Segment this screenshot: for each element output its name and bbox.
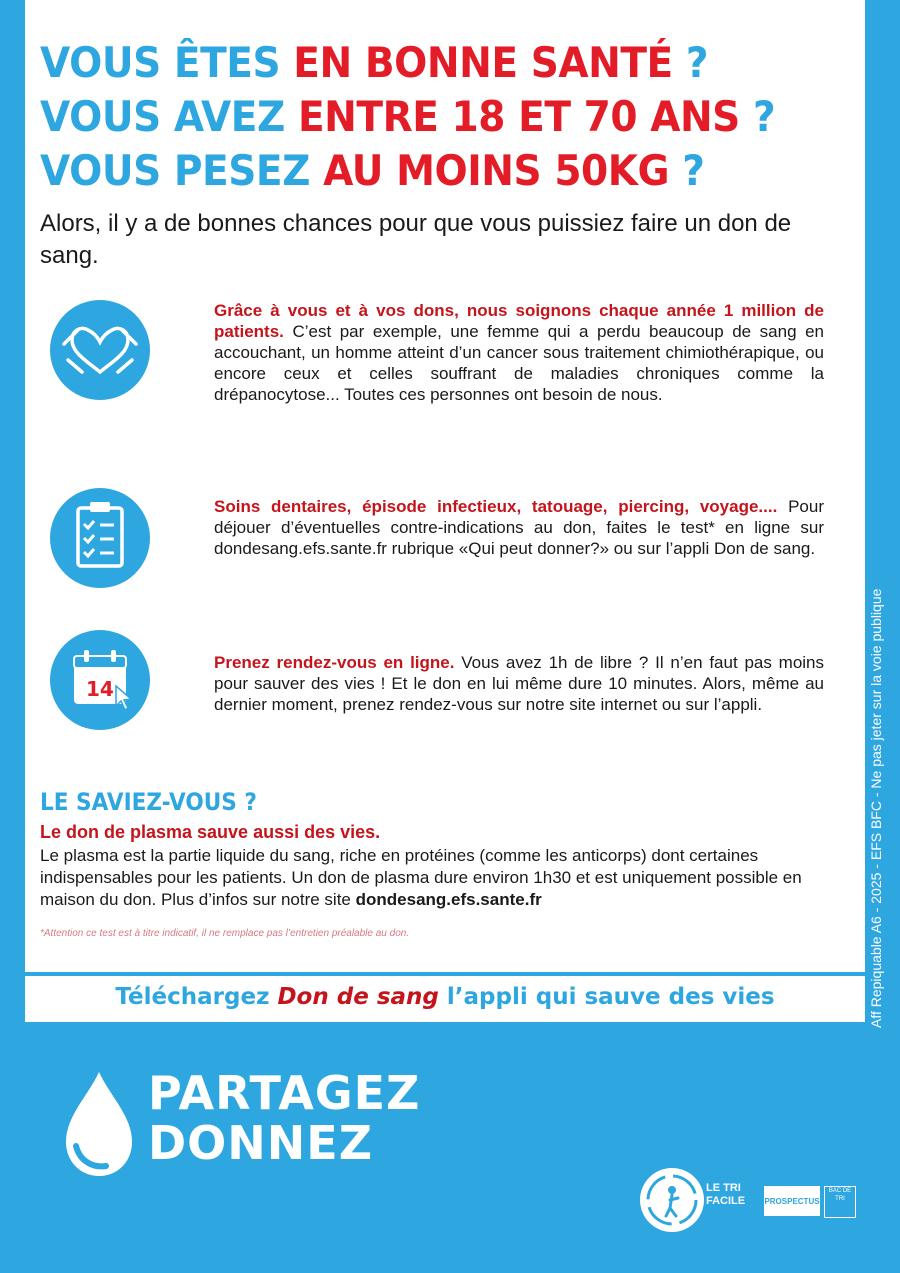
plasma-body: Le plasma est la partie liquide du sang, riche en protéines (comme les anticorps) dont certaines indispensables pour les patients. Un don de plasma dure environ 1h30 et est uniquement possible en maison du don. Plus d’infos sur notre site dondesang.efs.sante.fr <box>40 846 802 909</box>
info-item-appointment-text: Prenez rendez-vous en ligne. Vous avez 1h de libre ? Il n’en faut pas moins pour sauver des vies ! Et le don en lui même dure 10 minutes. Alors, même au dernier moment, prenez rendez-vous sur notre site internet ou sur l’appli. <box>214 653 825 714</box>
divider <box>25 972 865 976</box>
calendar-icon <box>50 630 150 730</box>
saviez-heading: LE SAVIEZ-VOUS ? <box>40 788 257 816</box>
checklist-icon <box>50 488 150 588</box>
headline-line-2: VOUS AVEZ ENTRE 18 ET 70 ANS ? <box>40 92 776 141</box>
website-link[interactable]: dondesang.efs.sante.fr <box>355 890 542 909</box>
intro-text: Alors, il y a de bonnes chances pour que vous puissiez faire un don de sang. <box>40 210 792 269</box>
prospectus-box: PROSPECTUS <box>764 1186 820 1216</box>
heart-hands-icon <box>50 300 150 400</box>
info-item-patients-text: Grâce à vous et à vos dons, nous soignons chaque année 1 million de patients. C’est par exemple, une femme qui a perdu beaucoup de sang en accouchant, un homme atteint d’un cancer sous traitement chimiothérapique, ou encore ceux et celles souffrant de maladies chroniques comme la drépanocytose... Toutes ces personnes ont besoin de nous. <box>214 301 824 404</box>
headline <box>40 36 820 198</box>
app-promo: Téléchargez Don de sang l’appli qui sauve des vies <box>115 984 775 1010</box>
slogan-line-1: PARTAGEZ <box>148 1066 421 1120</box>
legal-side-note: Aff Repiquable A6 - 2025 - EFS BFC - Ne pas jeter sur la voie publique <box>868 588 884 1028</box>
calendar-day: 14 <box>86 677 114 701</box>
headline-line-3: VOUS PESEZ AU MOINS 50KG ? <box>40 146 705 195</box>
recycling-icon <box>640 1168 704 1232</box>
tri-label: LE TRI FACILE <box>706 1182 746 1207</box>
blood-drop-icon <box>58 1070 140 1180</box>
slogan <box>148 1068 420 1168</box>
recycling-logo <box>640 1168 860 1238</box>
plasma-subheading: Le don de plasma sauve aussi des vies. <box>40 822 381 842</box>
slogan-line-2: DONNEZ <box>148 1116 374 1170</box>
headline-line-1: VOUS ÊTES EN BONNE SANTÉ ? <box>40 38 709 87</box>
info-item-contraindications-text: Soins dentaires, épisode infectieux, tatouage, piercing, voyage.... Pour déjouer d’éventuelles contre-indications au don, faites le test* en ligne sur dondesang.efs.sante.fr rubrique «Qui peut donner?» ou sur l’appli Don de sang. <box>214 497 824 558</box>
bac-de-tri: BAC DE TRI <box>824 1186 856 1218</box>
disclaimer: *Attention ce test est à titre indicatif, il ne remplace pas l’entretien préalable au don. <box>40 928 410 939</box>
